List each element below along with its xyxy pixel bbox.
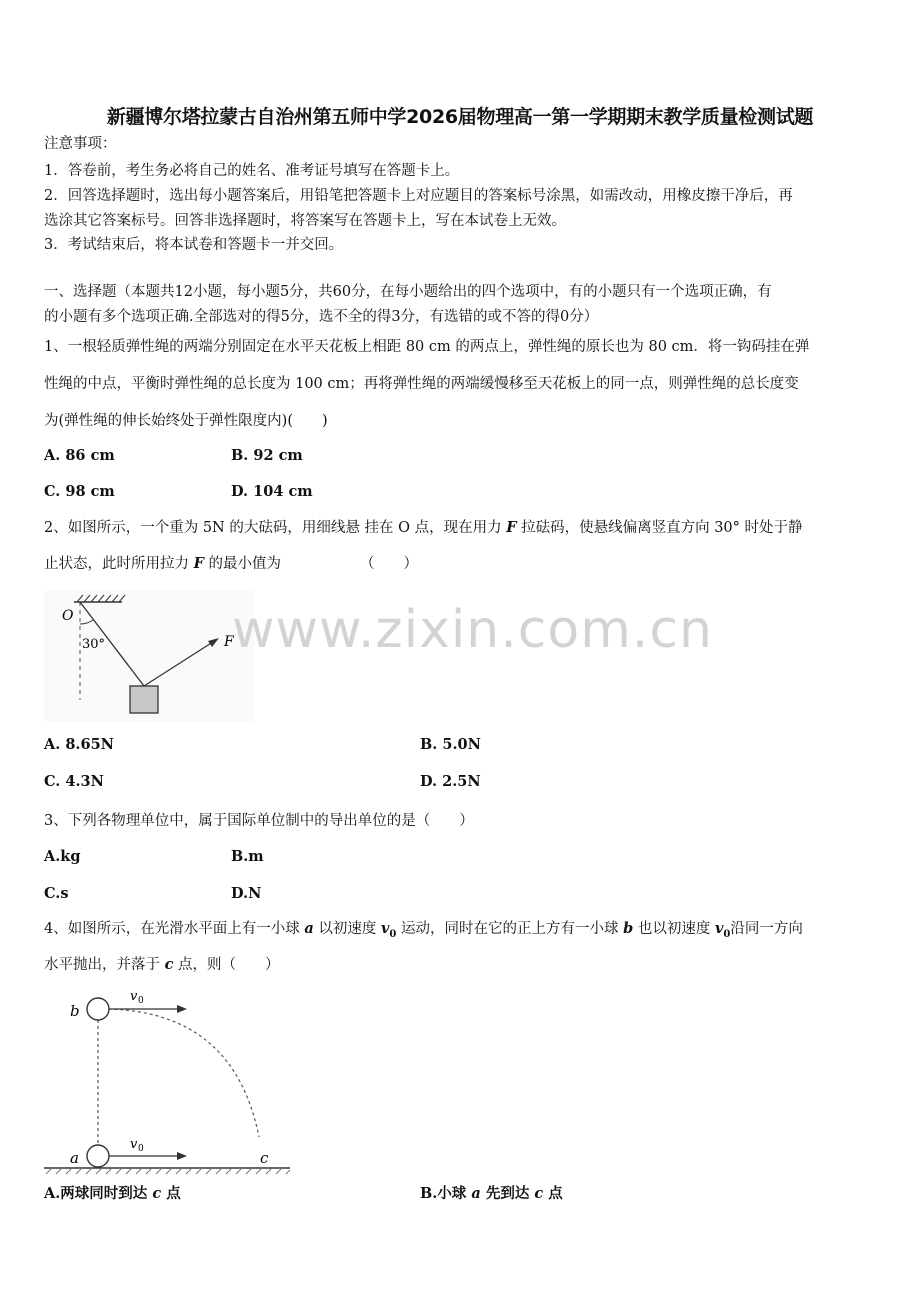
q4-option-a [44, 1184, 181, 1204]
q3-line1: 3、下列各物理单位中，属于国际单位制中的导出单位的是（ ） [44, 813, 474, 829]
q1-line2: 性绳的中点，平衡时弹性绳的总长度为 100 cm；再将弹性绳的两端缓慢移至天花板上的同一点，则弹性绳的总长度变 [44, 376, 799, 392]
notice-item-3: 3．考试结束后，将本试卷和答题卡一并交回。 [44, 237, 344, 253]
label-v0-top: v [130, 989, 138, 1004]
q4-option-a-c: c [152, 1185, 162, 1202]
ball-b [87, 998, 109, 1020]
q1-option-a: A. 86 cm [44, 447, 115, 464]
label-v0-bottom: v [130, 1137, 138, 1152]
q2-line1 [44, 518, 803, 538]
q3-option-d: D.N [231, 885, 262, 902]
label-angle: 30° [82, 637, 106, 652]
label-a: a [70, 1149, 79, 1167]
q4-line2-text-b: 点，则（ ） [173, 957, 280, 973]
q4-text-c: 运动，同时在它的正上方有一小球 [396, 921, 624, 937]
q4-v0-sub: 0 [389, 928, 397, 940]
q4-text-a: 4、如图所示，在光滑水平面上有一小球 [44, 921, 305, 937]
q4-ball-b: b [623, 920, 634, 937]
q2-figure [44, 590, 254, 722]
notice-heading: 注意事项： [44, 136, 117, 152]
q2-line1-text-b: 拉砝码，使悬线偏离竖直方向 30° 时处于静 [516, 520, 803, 536]
q2-option-b: B. 5.0N [420, 736, 481, 753]
q2-option-c: C. 4.3N [44, 773, 104, 790]
q2-force-symbol-2: F [193, 555, 204, 572]
q2-line1-text-a: 2、如图所示，一个重为 5N 的大砝码，用细线悬 挂在 O 点，现在用力 [44, 520, 507, 536]
q1-option-b: B. 92 cm [231, 447, 303, 464]
q4-figure [44, 982, 294, 1178]
q4-text-b: 以初速度 [313, 921, 381, 937]
page-title: 新疆博尔塔拉蒙古自治州第五师中学2026届物理高一第一学期期末教学质量检测试题 [106, 106, 814, 128]
notice-item-2: 2．回答选择题时，选出每小题答案后，用铅笔把答题卡上对应题目的答案标号涂黑，如需改动，用橡皮擦干净后，再 [44, 188, 793, 204]
v0-arrowhead-top [177, 1005, 187, 1013]
label-v0-bottom-sub: 0 [138, 1144, 144, 1154]
q2-option-d: D. 2.5N [420, 773, 481, 790]
q4-v0: v [380, 920, 390, 937]
notice-item-1: 1．答卷前，考生务必将自己的姓名、准考证号填写在答题卡上。 [44, 163, 460, 179]
v0-arrowhead-bottom [177, 1152, 187, 1160]
q3-option-b: B.m [231, 848, 264, 865]
q4-line2 [44, 955, 280, 975]
trajectory-dashed [108, 1009, 259, 1137]
q4-option-b-a: a [471, 1185, 481, 1202]
q4-option-b-mid: 先到达 [480, 1185, 535, 1202]
notice-item-2-cont: 选涂其它答案标号。回答非选择题时，将答案写在答题卡上，写在本试卷上无效。 [44, 213, 566, 229]
q2-answer-paren: （ ） [360, 556, 418, 572]
label-v0-top-sub: 0 [138, 996, 144, 1006]
q2-option-a: A. 8.65N [44, 736, 114, 753]
label-O: O [62, 608, 74, 624]
section-header-line1: 一、选择题（本题共12小题，每小题5分，共60分，在每小题给出的四个选项中，有的小题只有一个选项正确，有 [44, 284, 772, 300]
q4-option-b-end: 点 [543, 1185, 563, 1202]
q2-line2-text-a: 止状态，此时所用拉力 [44, 556, 194, 572]
q2-line2 [44, 554, 281, 574]
q4-option-a-end: 点 [161, 1185, 181, 1202]
ball-a [87, 1145, 109, 1167]
q4-v0-sub-2: 0 [723, 928, 731, 940]
q2-line2-text-b: 的最小值为 [203, 556, 282, 572]
q4-option-b-text: B.小球 [420, 1185, 472, 1202]
label-F: F [224, 634, 234, 650]
label-b: b [70, 1002, 80, 1020]
q2-force-symbol: F [506, 519, 517, 536]
q4-ball-a: a [304, 920, 314, 937]
q4-text-e: 沿同一方向 [730, 921, 803, 937]
q1-option-c: C. 98 cm [44, 483, 115, 500]
section-header-line2: 的小题有多个选项正确.全部选对的得5分，选不全的得3分，有选错的或不答的得0分） [44, 309, 599, 325]
q1-option-d: D. 104 cm [231, 483, 313, 500]
q1-line3: 为(弹性绳的伸长始终处于弹性限度内)( ) [44, 413, 328, 429]
q4-option-a-text: A.两球同时到达 [44, 1185, 153, 1202]
q4-v0-2: v [714, 920, 724, 937]
q4-option-b [420, 1184, 563, 1204]
weight-block [130, 686, 158, 713]
q4-line1 [44, 919, 803, 945]
q4-option-b-c: c [534, 1185, 544, 1202]
watermark: www.zixin.com.cn [232, 600, 713, 660]
q4-point-c: c [164, 956, 174, 973]
label-c: c [260, 1149, 269, 1167]
q4-text-d: 也以初速度 [633, 921, 715, 937]
ground-hatch [46, 1168, 290, 1174]
q1-line1: 1、一根轻质弹性绳的两端分别固定在水平天花板上相距 80 cm 的两点上，弹性绳的原长也为 80 cm．将一钩码挂在弹 [44, 339, 810, 355]
q4-line2-text-a: 水平抛出，并落于 [44, 957, 165, 973]
q3-option-a: A.kg [44, 848, 81, 865]
q3-option-c: C.s [44, 885, 69, 902]
